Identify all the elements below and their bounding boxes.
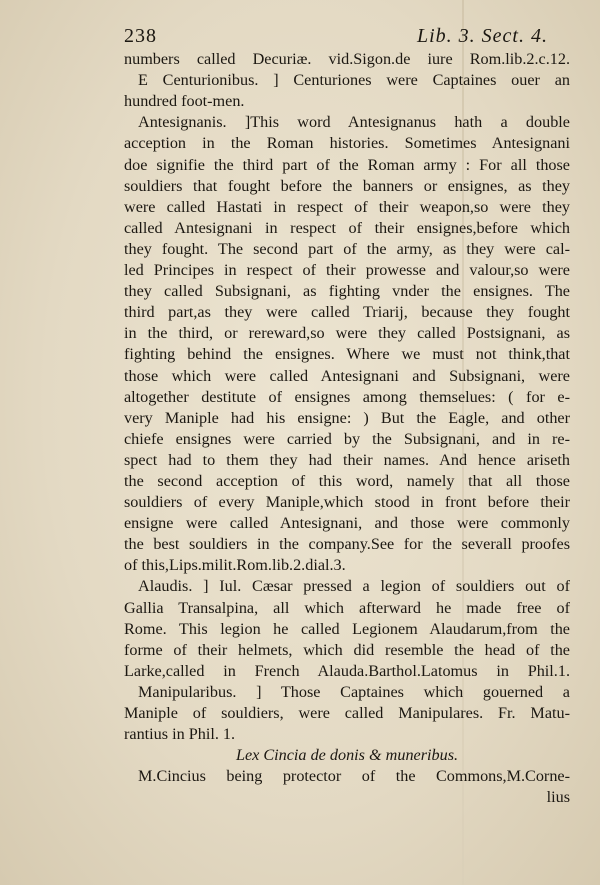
text-line: doe signifie the third part of the Roman army : For all those <box>124 155 570 174</box>
text-line: in the third, or rereward,so were they called Postsignani, as <box>124 324 570 343</box>
text-line: third part,as they were called Triarij, because they fought <box>124 303 570 322</box>
text-line: those which were called Antesignani and Subsignani, were <box>124 366 570 385</box>
section-heading: Lex Cincia de donis & muneribus. <box>235 746 459 765</box>
text-line: were called Hastati in respect of their weapon,so were they <box>124 197 570 216</box>
text-line: rantius in Phil. 1. <box>124 725 236 744</box>
text-line: Manipularibus. ] Those Captaines which gouerned a <box>138 682 570 701</box>
text-line: Alaudis. ] Iul. Cæsar pressed a legion of souldiers out of <box>138 577 570 596</box>
section-reference: Lib. 3. Sect. 4. <box>417 25 548 47</box>
page-text <box>124 26 570 808</box>
text-line: chiefe ensignes were carried by the Subsignani, and in re- <box>124 429 570 448</box>
text-line: the second acception of this word, namely that all those <box>124 471 570 490</box>
text-line: acception in the Roman histories. Sometimes Antesignani <box>124 134 570 153</box>
text-line: spect had to them they had their names. And hence ariseth <box>124 450 570 469</box>
text-line: altogether destitute of ensignes among themselues: ( for e- <box>124 387 570 406</box>
text-line: souldiers that fought before the banners or ensignes, as they <box>124 176 570 195</box>
text-line: numbers called Decuriæ. vid.Sigon.de iure Rom.lib.2.c.12. <box>124 50 570 69</box>
text-line: Maniple of souldiers, were called Manipulares. Fr. Matu- <box>124 704 570 722</box>
text-line: Antesignanis. ]This word Antesignanus hath a double <box>138 113 570 132</box>
text-line: the best souldiers in the company.See for the severall proofes <box>124 535 570 554</box>
text-line: called Antesignani in respect of their ensignes,before which <box>124 218 570 237</box>
text-line: of this,Lips.milit.Rom.lib.2.dial.3. <box>124 556 346 575</box>
text-line: forme of their helmets, which did resemble the head of the <box>124 640 570 659</box>
text-line: Larke,called in French Alauda.Barthol.Latomus in Phil.1. <box>124 661 570 680</box>
text-line: hundred foot-men. <box>124 92 245 111</box>
page-number: 238 <box>124 25 157 47</box>
text-line: ensigne were called Antesignani, and those were commonly <box>124 514 570 533</box>
text-line: Rome. This legion he called Legionem Alaudarum,from the <box>124 619 570 638</box>
text-line: E Centurionibus. ] Centuriones were Captaines ouer an <box>138 71 570 90</box>
text-line: very Maniple had his ensigne: ) But the Eagle, and other <box>124 408 570 427</box>
running-header <box>124 26 570 47</box>
text-line: they fought. The second part of the army, as they were cal- <box>124 239 570 258</box>
text-line: Gallia Transalpina, all which afterward he made free of <box>124 598 570 617</box>
text-line: led Principes in respect of their prowesse and valour,so were <box>124 261 570 280</box>
text-line: souldiers of every Maniple,which stood in front before their <box>124 493 570 512</box>
catchword: lius <box>546 788 570 807</box>
text-line: M.Cincius being protector of the Commons,M.Corne- <box>138 767 570 786</box>
text-line: fighting behind the ensignes. Where we must not think,that <box>124 345 570 364</box>
text-line: they called Subsignani, as fighting vnder the ensignes. The <box>124 282 570 301</box>
